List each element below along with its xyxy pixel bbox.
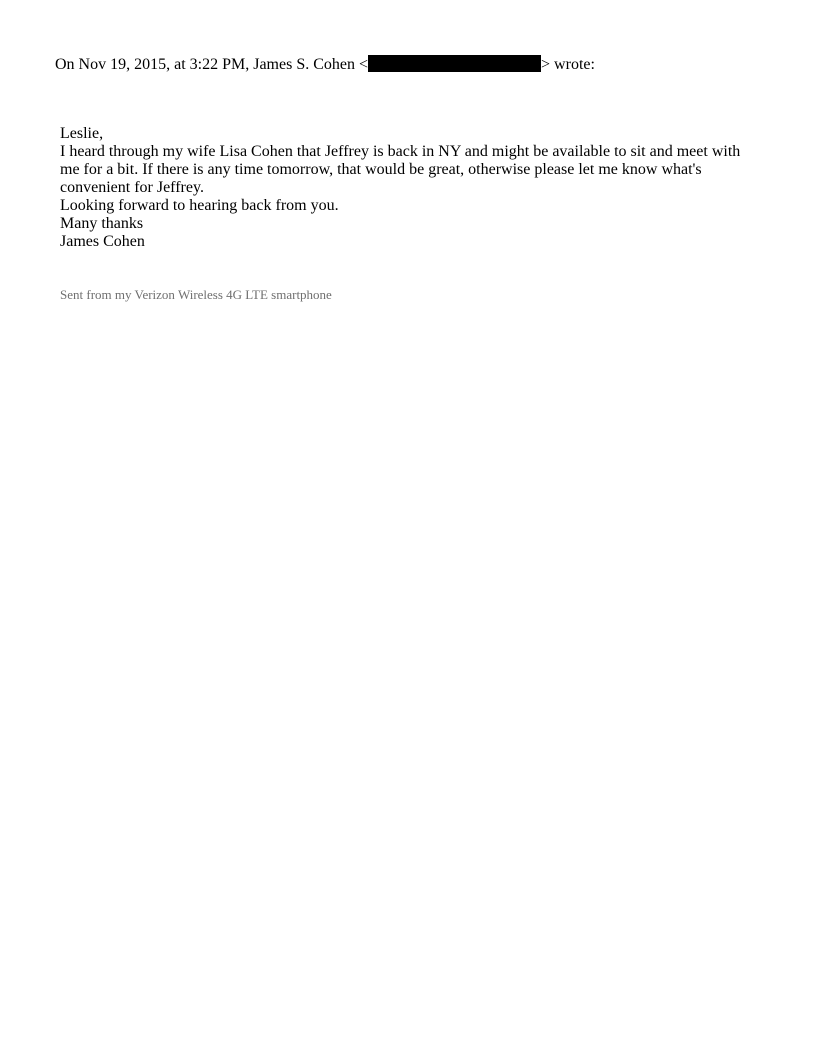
message-sign-off: Many thanks <box>60 215 144 232</box>
mobile-signature: Sent from my Verizon Wireless 4G LTE smartphone <box>60 287 332 302</box>
message-paragraph: I heard through my wife Lisa Cohen that Jeffrey is back in NY and might be available to sit and meet with me for a bit. If there is any time tomorrow, that would be great, otherwise please let me know what's convenient for Jeffrey. <box>60 143 741 196</box>
message-closing-line: Looking forward to hearing back from you. <box>60 197 339 214</box>
message-greeting: Leslie, <box>60 125 104 142</box>
message-sender-name: James Cohen <box>60 233 145 250</box>
message-body <box>60 125 760 251</box>
redacted-email-block <box>368 55 541 72</box>
quote-header-suffix: > wrote: <box>541 56 595 73</box>
quote-header-prefix: On Nov 19, 2015, at 3:22 PM, James S. Cohen < <box>55 56 369 73</box>
quote-header <box>55 55 595 74</box>
